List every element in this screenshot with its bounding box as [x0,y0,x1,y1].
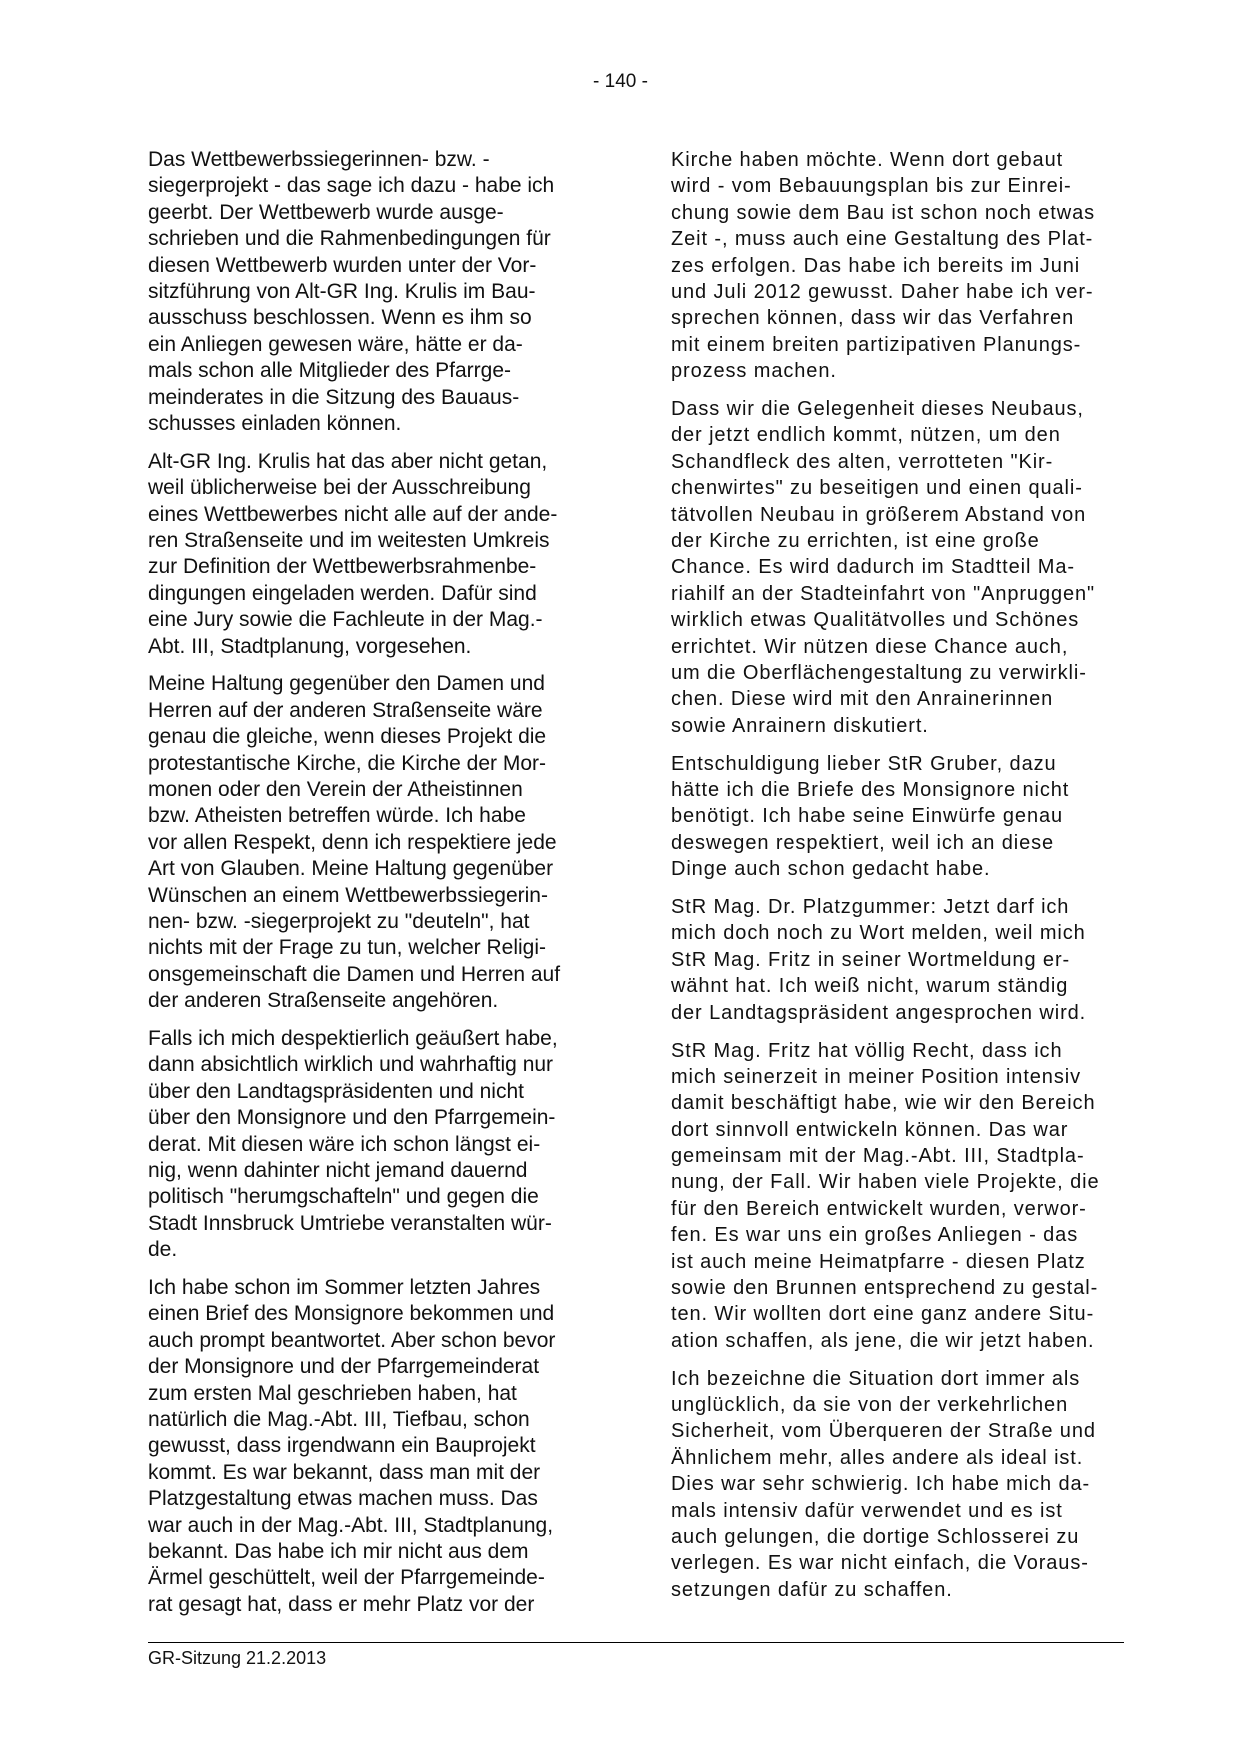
text-line: genau die gleiche, wenn dieses Projekt die [148,725,547,749]
text-line: eine Jury sowie die Fachleute in der Mag.- [148,608,543,632]
text-line: ist auch meine Heimatpfarre - diesen Platz [671,1250,1086,1273]
text-line: vor allen Respekt, denn ich respektiere jede [148,830,557,854]
text-line: hätte ich die Briefe des Monsignore nicht [671,778,1070,801]
paragraph [148,671,618,1014]
text-line: bzw. Atheisten betreffen würde. Ich habe [148,804,526,828]
text-line: Meine Haltung gegenüber den Damen und [148,672,545,696]
text-line: sowie den Brunnen entsprechend zu gestal- [671,1277,1099,1300]
text-line: sprechen können, dass wir das Verfahren [671,307,1075,330]
text-line: rat gesagt hat, dass er mehr Platz vor der [148,1592,535,1616]
text-line: chenwirtes" zu beseitigen und einen quali- [671,477,1083,500]
text-line: der Monsignore und der Pfarrgemeinderat [148,1355,540,1379]
text-line: protestantische Kirche, die Kirche der Mor- [148,751,547,775]
text-line: war auch in der Mag.-Abt. III, Stadtplanung, [148,1513,554,1537]
text-line: unglücklich, da sie von der verkehrlichen [671,1394,1069,1417]
paragraph [148,449,618,660]
text-line: schrieben und die Rahmenbedingungen für [148,227,551,251]
text-line: zum ersten Mal geschrieben haben, hat [148,1381,517,1405]
text-line: nung, der Fall. Wir haben viele Projekte, die [671,1171,1100,1194]
text-line: Das Wettbewerbssiegerinnen- bzw. - [148,148,490,171]
text-line: StR Mag. Fritz in seiner Wortmeldung er- [671,948,1071,971]
text-line: für den Bereich entwickelt wurden, verwor- [671,1197,1087,1220]
paragraph [148,1026,618,1264]
text-line: weil üblicherweise bei der Ausschreibung [148,476,531,500]
text-line: diesen Wettbewerb wurden unter der Vor- [148,253,537,277]
paragraph [671,1038,1141,1355]
text-line: ation schaffen, als jene, die wir jetzt haben. [671,1329,1095,1352]
text-line: Alt-GR Ing. Krulis hat das aber nicht getan, [148,449,548,473]
text-line: eines Wettbewerbes nicht alle auf der ande- [148,502,558,526]
text-line: der Landtagspräsident angesprochen wird. [671,1001,1087,1024]
text-line: der anderen Straßenseite angehören. [148,989,499,1013]
text-line: meinderates in die Sitzung des Bauaus- [148,385,520,409]
text-line: auch prompt beantwortet. Aber schon bevor [148,1328,556,1352]
text-line: mich seinerzeit in meiner Position intensiv [671,1065,1081,1088]
text-line: mit einem breiten partizipativen Planungs- [671,333,1082,356]
text-line: auch gelungen, die dortige Schlosserei zu [671,1526,1080,1549]
text-line: StR Mag. Dr. Platzgummer: Jetzt darf ich [671,896,1070,919]
text-line: Chance. Es wird dadurch im Stadtteil Ma- [671,556,1075,579]
text-line: zes erfolgen. Das habe ich bereits im Juni [671,254,1081,277]
text-line: onsgemeinschaft die Damen und Herren auf [148,962,561,986]
paragraph [671,396,1141,739]
text-line: nen- bzw. -siegerprojekt zu "deuteln", hat [148,909,530,933]
text-line: dort sinnvoll entwickeln können. Das war [671,1118,1069,1141]
left-column [148,147,618,1630]
text-line: mals intensiv dafür verwendet und es ist [671,1499,1063,1522]
text-line: Zeit -, muss auch eine Gestaltung des Plat- [671,228,1094,251]
text-line: ten. Wir wollten dort eine ganz andere Situ- [671,1303,1095,1326]
text-line: zur Definition der Wettbewerbsrahmenbe- [148,555,537,579]
text-line: chung sowie dem Bau ist schon noch etwas [671,201,1095,224]
text-line: Sicherheit, vom Überqueren der Straße und [671,1420,1096,1443]
paragraph [671,894,1141,1026]
text-line: Dass wir die Gelegenheit dieses Neubaus, [671,398,1084,421]
text-line: Falls ich mich despektierlich geäußert habe, [148,1027,558,1050]
text-line: gemeinsam mit der Mag.-Abt. III, Stadtpla- [671,1145,1085,1168]
text-line: derat. Mit diesen wäre ich schon längst ei- [148,1132,541,1156]
text-line: um die Oberflächengestaltung zu verwirkli- [671,661,1087,684]
text-line: Entschuldigung lieber StR Gruber, dazu [671,752,1057,775]
text-line: StR Mag. Fritz hat völlig Recht, dass ich [671,1039,1063,1062]
text-line: politisch "herumgschafteln" und gegen die [148,1185,539,1209]
text-line: Dies war sehr schwierig. Ich habe mich da- [671,1473,1091,1496]
text-line: Ärmel geschüttelt, weil der Pfarrgemeinde- [148,1566,545,1590]
text-line: deswegen respektiert, weil ich an diese [671,831,1055,854]
footer-divider [148,1642,1124,1643]
text-line: Ich habe schon im Sommer letzten Jahres [148,1276,541,1300]
paragraph [671,147,1141,385]
text-line: einen Brief des Monsignore bekommen und [148,1302,555,1326]
text-line: der Kirche zu errichten, ist eine große [671,529,1040,552]
text-line: riahilf an der Stadteinfahrt von "Anpruggen" [671,582,1096,605]
text-line: ausschuss beschlossen. Wenn es ihm so [148,306,532,330]
text-line: errichtet. Wir nützen diese Chance auch, [671,635,1069,658]
text-line: bekannt. Das habe ich mir nicht aus dem [148,1539,529,1563]
text-line: wirklich etwas Qualitätvolles und Schönes [671,609,1080,632]
text-line: geerbt. Der Wettbewerb wurde ausge- [148,200,504,224]
text-line: mich doch noch zu Wort melden, weil mich [671,922,1086,945]
text-line: sowie Anrainern diskutiert. [671,714,929,737]
text-line: nig, wenn dahinter nicht jemand dauernd [148,1158,528,1182]
text-line: verlegen. Es war nicht einfach, die Voraus- [671,1552,1089,1575]
paragraph [671,751,1141,883]
text-line: natürlich die Mag.-Abt. III, Tiefbau, schon [148,1407,530,1431]
text-line: dann absichtlich wirklich und wahrhaftig nur [148,1053,554,1077]
text-line: ren Straßenseite und im weitesten Umkreis [148,528,550,552]
text-line: ein Anliegen gewesen wäre, hätte er da- [148,332,523,356]
text-line: Art von Glauben. Meine Haltung gegenüber [148,857,554,881]
text-line: der jetzt endlich kommt, nützen, um den [671,424,1061,447]
text-line: wird - vom Bebauungsplan bis zur Einrei- [671,175,1072,198]
text-line: mals schon alle Mitglieder des Pfarrge- [148,359,511,383]
text-line: siegerprojekt - das sage ich dazu - habe ich [148,174,555,198]
footer-session-date: GR-Sitzung 21.2.2013 [148,1648,327,1668]
text-line: über den Landtagspräsidenten und nicht [148,1079,524,1103]
text-line: de. [148,1238,178,1262]
text-line: dingungen eingeladen werden. Dafür sind [148,581,537,605]
text-line: fen. Es war uns ein großes Anliegen - das [671,1224,1079,1247]
text-line: prozess machen. [671,360,837,383]
text-line: Ähnlichem mehr, alles andere als ideal ist. [671,1446,1084,1469]
text-line: schusses einladen können. [148,411,402,435]
paragraph [148,1275,618,1618]
text-line: wähnt hat. Ich weiß nicht, warum ständig [671,975,1069,998]
text-line: Ich bezeichne die Situation dort immer als [671,1367,1081,1390]
text-line: chen. Diese wird mit den Anrainerinnen [671,688,1054,711]
text-line: monen oder den Verein der Atheistinnen [148,777,523,801]
text-line: tätvollen Neubau in größerem Abstand von [671,503,1087,526]
text-line: gewusst, dass irgendwann ein Bauprojekt [148,1434,536,1458]
text-line: Platzgestaltung etwas machen muss. Das [148,1487,538,1511]
text-line: Wünschen an einem Wettbewerbssiegerin- [148,883,548,907]
text-line: sitzführung von Alt-GR Ing. Krulis im Bau- [148,279,536,303]
text-line: Kirche haben möchte. Wenn dort gebaut [671,149,1064,171]
text-line: und Juli 2012 gewusst. Daher habe ich ver- [671,280,1094,303]
text-line: benötigt. Ich habe seine Einwürfe genau [671,805,1064,828]
paragraph [148,147,618,437]
right-column [671,147,1141,1615]
text-line: Herren auf der anderen Straßenseite wäre [148,698,543,722]
text-line: Abt. III, Stadtplanung, vorgesehen. [148,634,472,658]
text-line: kommt. Es war bekannt, dass man mit der [148,1460,541,1484]
text-line: über den Monsignore und den Pfarrgemein- [148,1106,556,1130]
text-line: Schandfleck des alten, verrotteten "Kir- [671,450,1054,473]
paragraph [671,1366,1141,1604]
text-line: damit beschäftigt habe, wie wir den Bereich [671,1092,1096,1115]
text-line: setzungen dafür zu schaffen. [671,1578,953,1601]
page-number: - 140 - [593,71,648,92]
text-line: Stadt Innsbruck Umtriebe veranstalten wür- [148,1211,552,1235]
text-line: Dinge auch schon gedacht habe. [671,858,991,881]
text-line: nichts mit der Frage zu tun, welcher Religi- [148,936,546,960]
